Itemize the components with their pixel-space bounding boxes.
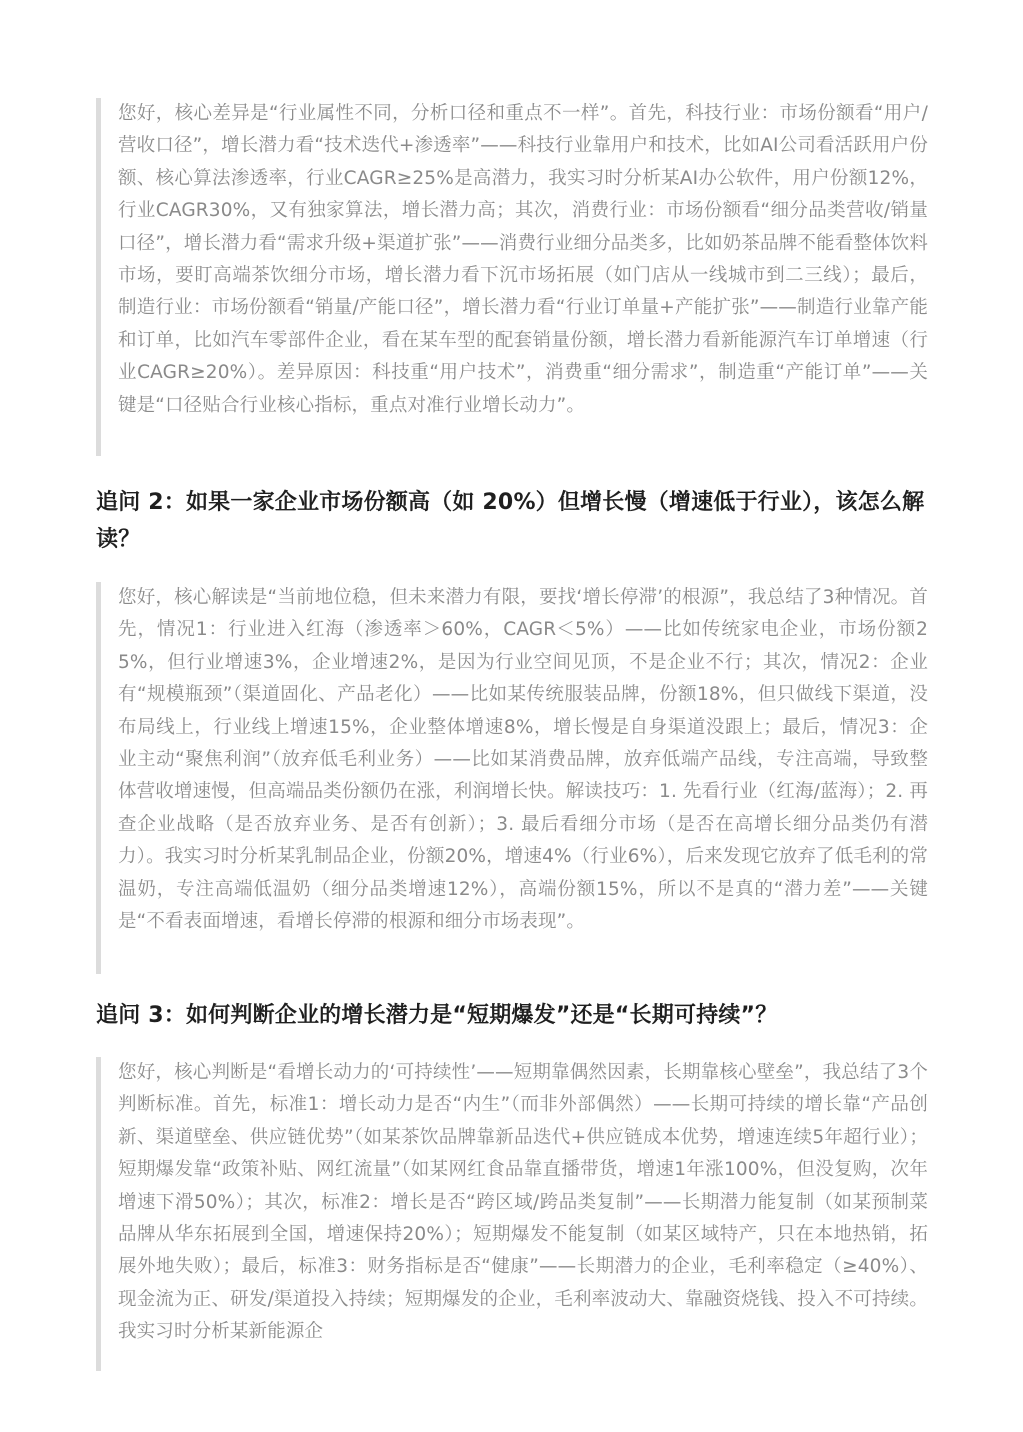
answer-block-1 — [96, 98, 928, 456]
answer-text-1: 您好，核心差异是“行业属性不同，分析口径和重点不一样”。首先，科技行业：市场份额看“用户/营收口径”，增长潜力看“技术迭代+渗透率”——科技行业靠用户和技术，比如AI公司看活跃用户份额、核心算法渗透率，行业CAGR≥25%是高潜力，我实习时分析某AI办公软件，用户份额12%，行业CAGR30%，又有独家算法，增长潜力高；其次，消费行业：市场份额看“细分品类营收/销量口径”，增长潜力看“需求升级+渠道扩张”——消费行业细分品类多，比如奶茶品牌不能看整体饮料市场，要盯高端茶饮细分市场，增长潜力看下沉市场拓展（如门店从一线城市到二三线）；最后，制造行业：市场份额看“销量/产能口径”，增长潜力看“行业订单量+产能扩张”——制造行业靠产能和订单，比如汽车零部件企业，看在某车型的配套销量份额，增长潜力看新能源汽车订单增速（行业CAGR≥20%）。差异原因：科技重“用户技术”，消费重“细分需求”，制造重“产能订单”——关键是“口径贴合行业核心指标，重点对准行业增长动力”。 — [118, 103, 928, 416]
answer-text-3: 您好，核心判断是“看增长动力的‘可持续性’——短期靠偶然因素，长期靠核心壁垒”，我总结了3个判断标准。首先，标准1：增长动力是否“内生”（而非外部偶然）——长期可持续的增长靠“产品创新、渠道壁垒、供应链优势”（如某茶饮品牌靠新品迭代+供应链成本优势，增速连续5年超行业）；短期爆发靠“政策补贴、网红流量”（如某网红食品靠直播带货，增速1年涨100%，但没复购，次年增速下滑50%）；其次，标准2：增长是否“跨区域/跨品类复制”——长期潜力能复制（如某预制菜品牌从华东拓展到全国，增速保持20%）；短期爆发不能复制（如某区域特产，只在本地热销，拓展外地失败）；最后，标准3：财务指标是否“健康”——长期潜力的企业，毛利率稳定（≥40%）、现金流为正、研发/渠道投入持续；短期爆发的企业，毛利率波动大、靠融资烧钱、投入不可持续。我实习时分析某新能源企 — [118, 1062, 928, 1343]
answer-block-3 — [96, 1057, 928, 1371]
question-heading-2: 追问 2：如果一家企业市场份额高（如 20%）但增长慢（增速低于行业），该怎么解读？ — [96, 490, 925, 552]
answer-block-2 — [96, 582, 928, 974]
answer-text-2: 您好，核心解读是“当前地位稳，但未来潜力有限，要找‘增长停滞’的根源”，我总结了3种情况。首先，情况1：行业进入红海（渗透率＞60%，CAGR＜5%）——比如传统家电企业，市场份额25%，但行业增速3%，企业增速2%，是因为行业空间见顶，不是企业不行；其次，情况2：企业有“规模瓶颈”（渠道固化、产品老化）——比如某传统服装品牌，份额18%，但只做线下渠道，没布局线上，行业线上增速15%，企业整体增速8%，增长慢是自身渠道没跟上；最后，情况3：企业主动“聚焦利润”（放弃低毛利业务）——比如某消费品牌，放弃低端产品线，专注高端，导致整体营收增速慢，但高端品类份额仍在涨，利润增长快。解读技巧：1. 先看行业（红海/蓝海）；2. 再查企业战略（是否放弃业务、是否有创新）；3. 最后看细分市场（是否在高增长细分品类仍有潜力）。我实习时分析某乳制品企业，份额20%，增速4%（行业6%），后来发现它放弃了低毛利的常温奶，专注高端低温奶（细分品类增速12%），高端份额15%，所以不是真的“潜力差”——关键是“不看表面增速，看增长停滞的根源和细分市场表现”。 — [118, 587, 928, 933]
question-heading-3: 追问 3：如何判断企业的增长潜力是“短期爆发”还是“长期可持续”？ — [96, 1003, 778, 1028]
